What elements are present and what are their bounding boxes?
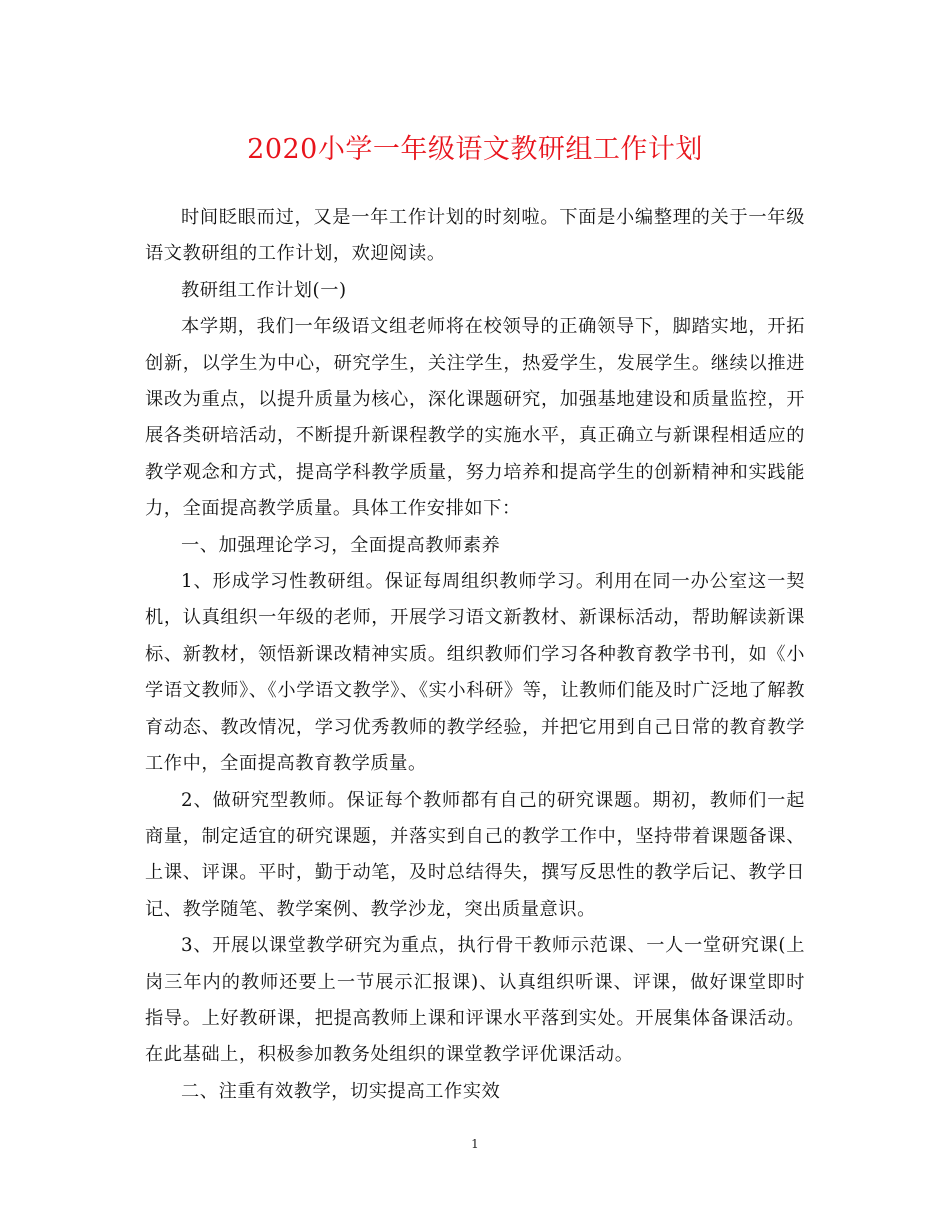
paragraph-item-2: 2、做研究型教师。保证每个教师都有自己的研究课题。期初，教师们一起商量，制定适宜的研究课题，并落实到自己的教学工作中，坚持带着课题备课、上课、评课。平时，勤于动笔，及时总结得失，撰写反思性的教学后记、教学日记、教学随笔、教学案例、教学沙龙，突出质量意识。 bbox=[145, 789, 805, 920]
page-number: 1 bbox=[471, 1137, 479, 1151]
paragraph-intro: 时间眨眼而过，又是一年工作计划的时刻啦。下面是小编整理的关于一年级语文教研组的工作计划，欢迎阅读。 bbox=[145, 207, 805, 265]
document-body bbox=[145, 200, 805, 1110]
paragraph-item-1: 1、形成学习性教研组。保证每周组织教师学习。利用在同一办公室这一契机，认真组织一年级的老师，开展学习语文新教材、新课标活动，帮助解读新课标、新教材，领悟新课改精神实质。组织教师们学习各种教育教学书刊，如《小学语文教师》、《小学语文教学》、《实小科研》等，让教师们能及时广泛地了解教育动态、教改情况，学习优秀教师的教学经验，并把它用到自己日常的教育教学工作中，全面提高教育教学质量。 bbox=[145, 571, 805, 775]
paragraph-overview: 本学期，我们一年级语文组老师将在校领导的正确领导下，脚踏实地，开拓创新，以学生为中心，研究学生，关注学生，热爱学生，发展学生。继续以推进课改为重点，以提升质量为核心，深化课题研究，加强基地建设和质量监控，开展各类研培活动，不断提升新课程教学的实施水平，真正确立与新课程相适应的教学观念和方式，提高学科教学质量，努力培养和提高学生的创新精神和实践能力，全面提高教学质量。具体工作安排如下： bbox=[145, 316, 805, 520]
section-heading-theory-study: 一、加强理论学习，全面提高教师素养 bbox=[181, 534, 501, 556]
section-heading-plan-one: 教研组工作计划(一) bbox=[181, 279, 347, 301]
paragraph-item-3: 3、开展以课堂教学研究为重点，执行骨干教师示范课、一人一堂研究课(上岗三年内的教师还要上一节展示汇报课)、认真组织听课、评课，做好课堂即时指导。上好教研课，把提高教师上课和评课水平落到实处。开展集体备课活动。在此基础上，积极参加教务处组织的课堂教学评优课活动。 bbox=[145, 935, 805, 1066]
document-title: 2020小学一年级语文教研组工作计划 bbox=[247, 134, 703, 165]
section-heading-effective-teaching: 二、注重有效教学，切实提高工作实效 bbox=[181, 1080, 501, 1102]
